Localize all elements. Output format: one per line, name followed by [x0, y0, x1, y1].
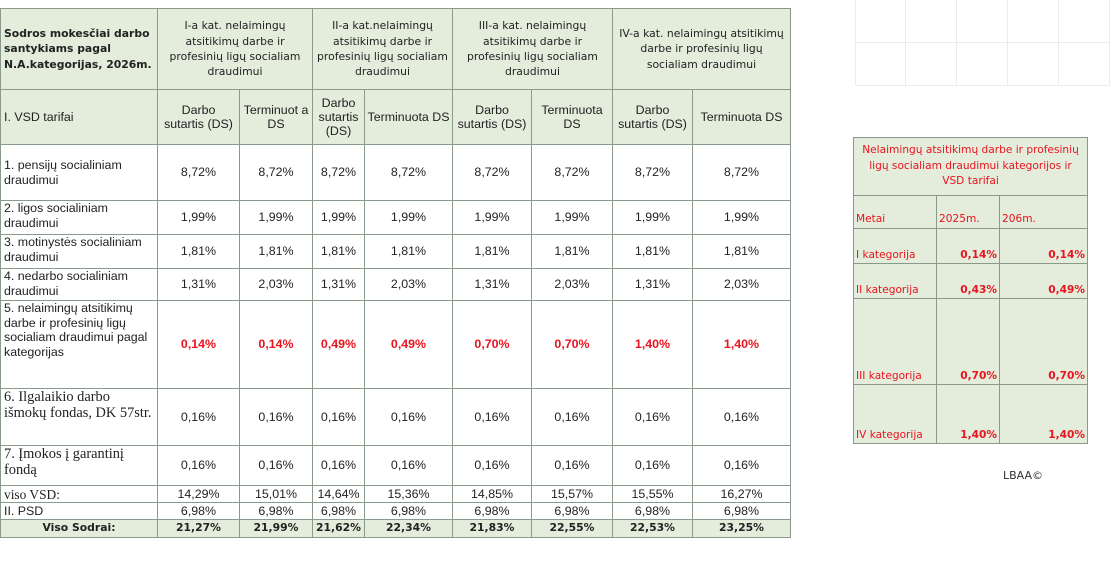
faint-grid — [855, 0, 1110, 86]
table-cell: 0,16% — [693, 446, 791, 486]
table-cell: 8,72% — [693, 145, 791, 201]
col-header: Terminuot a DS — [240, 90, 313, 145]
side-row — [854, 299, 1088, 385]
category-label: I kategorija — [854, 229, 937, 264]
col-header: Terminuota DS — [532, 90, 613, 145]
rate-value: 1,40% — [1000, 385, 1088, 444]
table-cell: 0,16% — [693, 389, 791, 446]
rate-value: 0,70% — [937, 299, 1000, 385]
category-label: III kategorija — [854, 299, 937, 385]
table-cell: 22,55% — [532, 520, 613, 538]
rate-value: 0,70% — [1000, 299, 1088, 385]
total-row — [1, 520, 791, 538]
table-row — [1, 235, 791, 269]
table-cell: 22,53% — [613, 520, 693, 538]
table-row — [1, 145, 791, 201]
table-cell: 21,83% — [453, 520, 532, 538]
rate-value: 0,14% — [937, 229, 1000, 264]
category-header-2: II-a kat.nelaimingų atsitikimų darbe ir profesinių ligų socialiam draudimui — [313, 9, 453, 90]
table-cell: 2,03% — [693, 269, 791, 301]
table-cell: 0,16% — [158, 446, 240, 486]
table-cell: 1,31% — [453, 269, 532, 301]
table-cell: 16,27% — [693, 486, 791, 503]
table-row — [1, 389, 791, 446]
table-cell: 1,81% — [240, 235, 313, 269]
table-cell: 0,16% — [158, 389, 240, 446]
table-cell: 0,16% — [313, 389, 365, 446]
table-cell: 1,31% — [158, 269, 240, 301]
copyright-mark: LBAA© — [1003, 469, 1044, 482]
table-cell: 6,98% — [158, 503, 240, 520]
rate-value: 0,14% — [1000, 229, 1088, 264]
table-cell: 14,85% — [453, 486, 532, 503]
table-cell: 6,98% — [365, 503, 453, 520]
table-cell: 6,98% — [532, 503, 613, 520]
col-header: Darbo sutartis (DS) — [613, 90, 693, 145]
table-cell: 0,49% — [313, 301, 365, 389]
table-row — [1, 503, 791, 520]
table-cell: 6,98% — [313, 503, 365, 520]
table-cell: 23,25% — [693, 520, 791, 538]
table-cell: 14,29% — [158, 486, 240, 503]
table-cell: 1,81% — [313, 235, 365, 269]
col-header: Terminuota DS — [365, 90, 453, 145]
table-cell: 1,99% — [693, 201, 791, 235]
side-row — [854, 229, 1088, 264]
table-cell: 6,98% — [453, 503, 532, 520]
table-cell: 6,98% — [613, 503, 693, 520]
table-row — [1, 301, 791, 389]
table-cell: 0,16% — [313, 446, 365, 486]
side-table-title: Nelaimingų atsitikimų darbe ir profesinių ligų socialiam draudimui kategorijos ir VSD tarifai — [854, 138, 1088, 196]
col-header: Darbo sutartis (DS) — [453, 90, 532, 145]
table-cell: 2,03% — [365, 269, 453, 301]
table-cell: 0,16% — [613, 446, 693, 486]
table-cell: 15,55% — [613, 486, 693, 503]
category-label: II kategorija — [854, 264, 937, 299]
table-cell: 0,70% — [532, 301, 613, 389]
table-cell: 0,16% — [240, 446, 313, 486]
category-header-row — [1, 9, 791, 90]
table-cell: 0,16% — [453, 446, 532, 486]
table-cell: 2,03% — [532, 269, 613, 301]
row-label: viso VSD: — [1, 486, 158, 503]
side-title-row — [854, 138, 1088, 196]
table-cell: 1,99% — [240, 201, 313, 235]
table-cell: 14,64% — [313, 486, 365, 503]
row-label: 1. pensijų socialiniam draudimui — [1, 145, 158, 201]
table-cell: 8,72% — [532, 145, 613, 201]
table-cell: 1,81% — [693, 235, 791, 269]
row-label: II. PSD — [1, 503, 158, 520]
total-label: Viso Sodrai: — [1, 520, 158, 538]
col-header: Darbo sutartis (DS) — [313, 90, 365, 145]
year-header: 206m. — [1000, 196, 1088, 229]
table-cell: 1,99% — [532, 201, 613, 235]
table-cell: 0,16% — [365, 389, 453, 446]
table-cell: 1,40% — [693, 301, 791, 389]
table-cell: 8,72% — [613, 145, 693, 201]
table-cell: 1,99% — [158, 201, 240, 235]
table-cell: 8,72% — [313, 145, 365, 201]
row-label: 3. motinystės socialiniam draudimui — [1, 235, 158, 269]
table-cell: 0,16% — [613, 389, 693, 446]
tax-rates-table — [0, 8, 791, 538]
row-label: 5. nelaimingų atsitikimų darbe ir profesinių ligų socialiam draudimui pagal kategorijas — [1, 301, 158, 389]
table-row — [1, 446, 791, 486]
table-cell: 15,36% — [365, 486, 453, 503]
table-cell: 1,99% — [613, 201, 693, 235]
table-cell: 1,81% — [365, 235, 453, 269]
category-header-3: III-a kat. nelaimingų atsitikimų darbe ir profesinių ligų socialiam draudimui — [453, 9, 613, 90]
table-row — [1, 201, 791, 235]
table-cell: 1,40% — [613, 301, 693, 389]
vsd-tarifai-label: I. VSD tarifai — [1, 90, 158, 145]
table-cell: 0,70% — [453, 301, 532, 389]
category-header-4: IV-a kat. nelaimingų atsitikimų darbe ir profesinių ligų socialiam draudimui — [613, 9, 791, 90]
table-cell: 0,16% — [453, 389, 532, 446]
table-cell: 0,16% — [365, 446, 453, 486]
table-cell: 1,31% — [613, 269, 693, 301]
category-rates-table — [853, 137, 1088, 444]
table-cell: 15,01% — [240, 486, 313, 503]
row-label: 7. Įmokos į garantinį fondą — [1, 446, 158, 486]
rate-value: 1,40% — [937, 385, 1000, 444]
table-cell: 0,14% — [240, 301, 313, 389]
row-label: 6. Ilgalaikio darbo išmokų fondas, DK 57str. — [1, 389, 158, 446]
year-header: Metai — [854, 196, 937, 229]
contract-type-row — [1, 90, 791, 145]
table-cell: 1,99% — [365, 201, 453, 235]
table-row — [1, 486, 791, 503]
table-cell: 1,81% — [453, 235, 532, 269]
category-label: IV kategorija — [854, 385, 937, 444]
table-cell: 0,16% — [532, 389, 613, 446]
side-row — [854, 264, 1088, 299]
table-cell: 8,72% — [240, 145, 313, 201]
rate-value: 0,43% — [937, 264, 1000, 299]
table-cell: 0,16% — [532, 446, 613, 486]
row-label: 4. nedarbo socialiniam draudimui — [1, 269, 158, 301]
table-cell: 21,62% — [313, 520, 365, 538]
table-title: Sodros mokesčiai darbo santykiams pagal N.A.kategorijas, 2026m. — [1, 9, 158, 90]
table-cell: 0,14% — [158, 301, 240, 389]
rate-value: 0,49% — [1000, 264, 1088, 299]
table-cell: 15,57% — [532, 486, 613, 503]
table-cell: 0,16% — [240, 389, 313, 446]
table-row — [1, 269, 791, 301]
year-header: 2025m. — [937, 196, 1000, 229]
table-cell: 1,81% — [158, 235, 240, 269]
table-cell: 1,99% — [453, 201, 532, 235]
col-header: Terminuota DS — [693, 90, 791, 145]
table-cell: 22,34% — [365, 520, 453, 538]
table-cell: 1,99% — [313, 201, 365, 235]
table-cell: 2,03% — [240, 269, 313, 301]
side-row — [854, 385, 1088, 444]
category-header-1: I-a kat. nelaimingų atsitikimų darbe ir profesinių ligų socialiam draudimui — [158, 9, 313, 90]
row-label: 2. ligos socialiniam draudimui — [1, 201, 158, 235]
table-cell: 1,81% — [532, 235, 613, 269]
table-cell: 0,49% — [365, 301, 453, 389]
table-cell: 8,72% — [158, 145, 240, 201]
col-header: Darbo sutartis (DS) — [158, 90, 240, 145]
table-cell: 6,98% — [240, 503, 313, 520]
table-cell: 21,27% — [158, 520, 240, 538]
table-cell: 8,72% — [453, 145, 532, 201]
table-cell: 21,99% — [240, 520, 313, 538]
side-header-row — [854, 196, 1088, 229]
table-cell: 6,98% — [693, 503, 791, 520]
table-cell: 8,72% — [365, 145, 453, 201]
table-cell: 1,31% — [313, 269, 365, 301]
table-cell: 1,81% — [613, 235, 693, 269]
